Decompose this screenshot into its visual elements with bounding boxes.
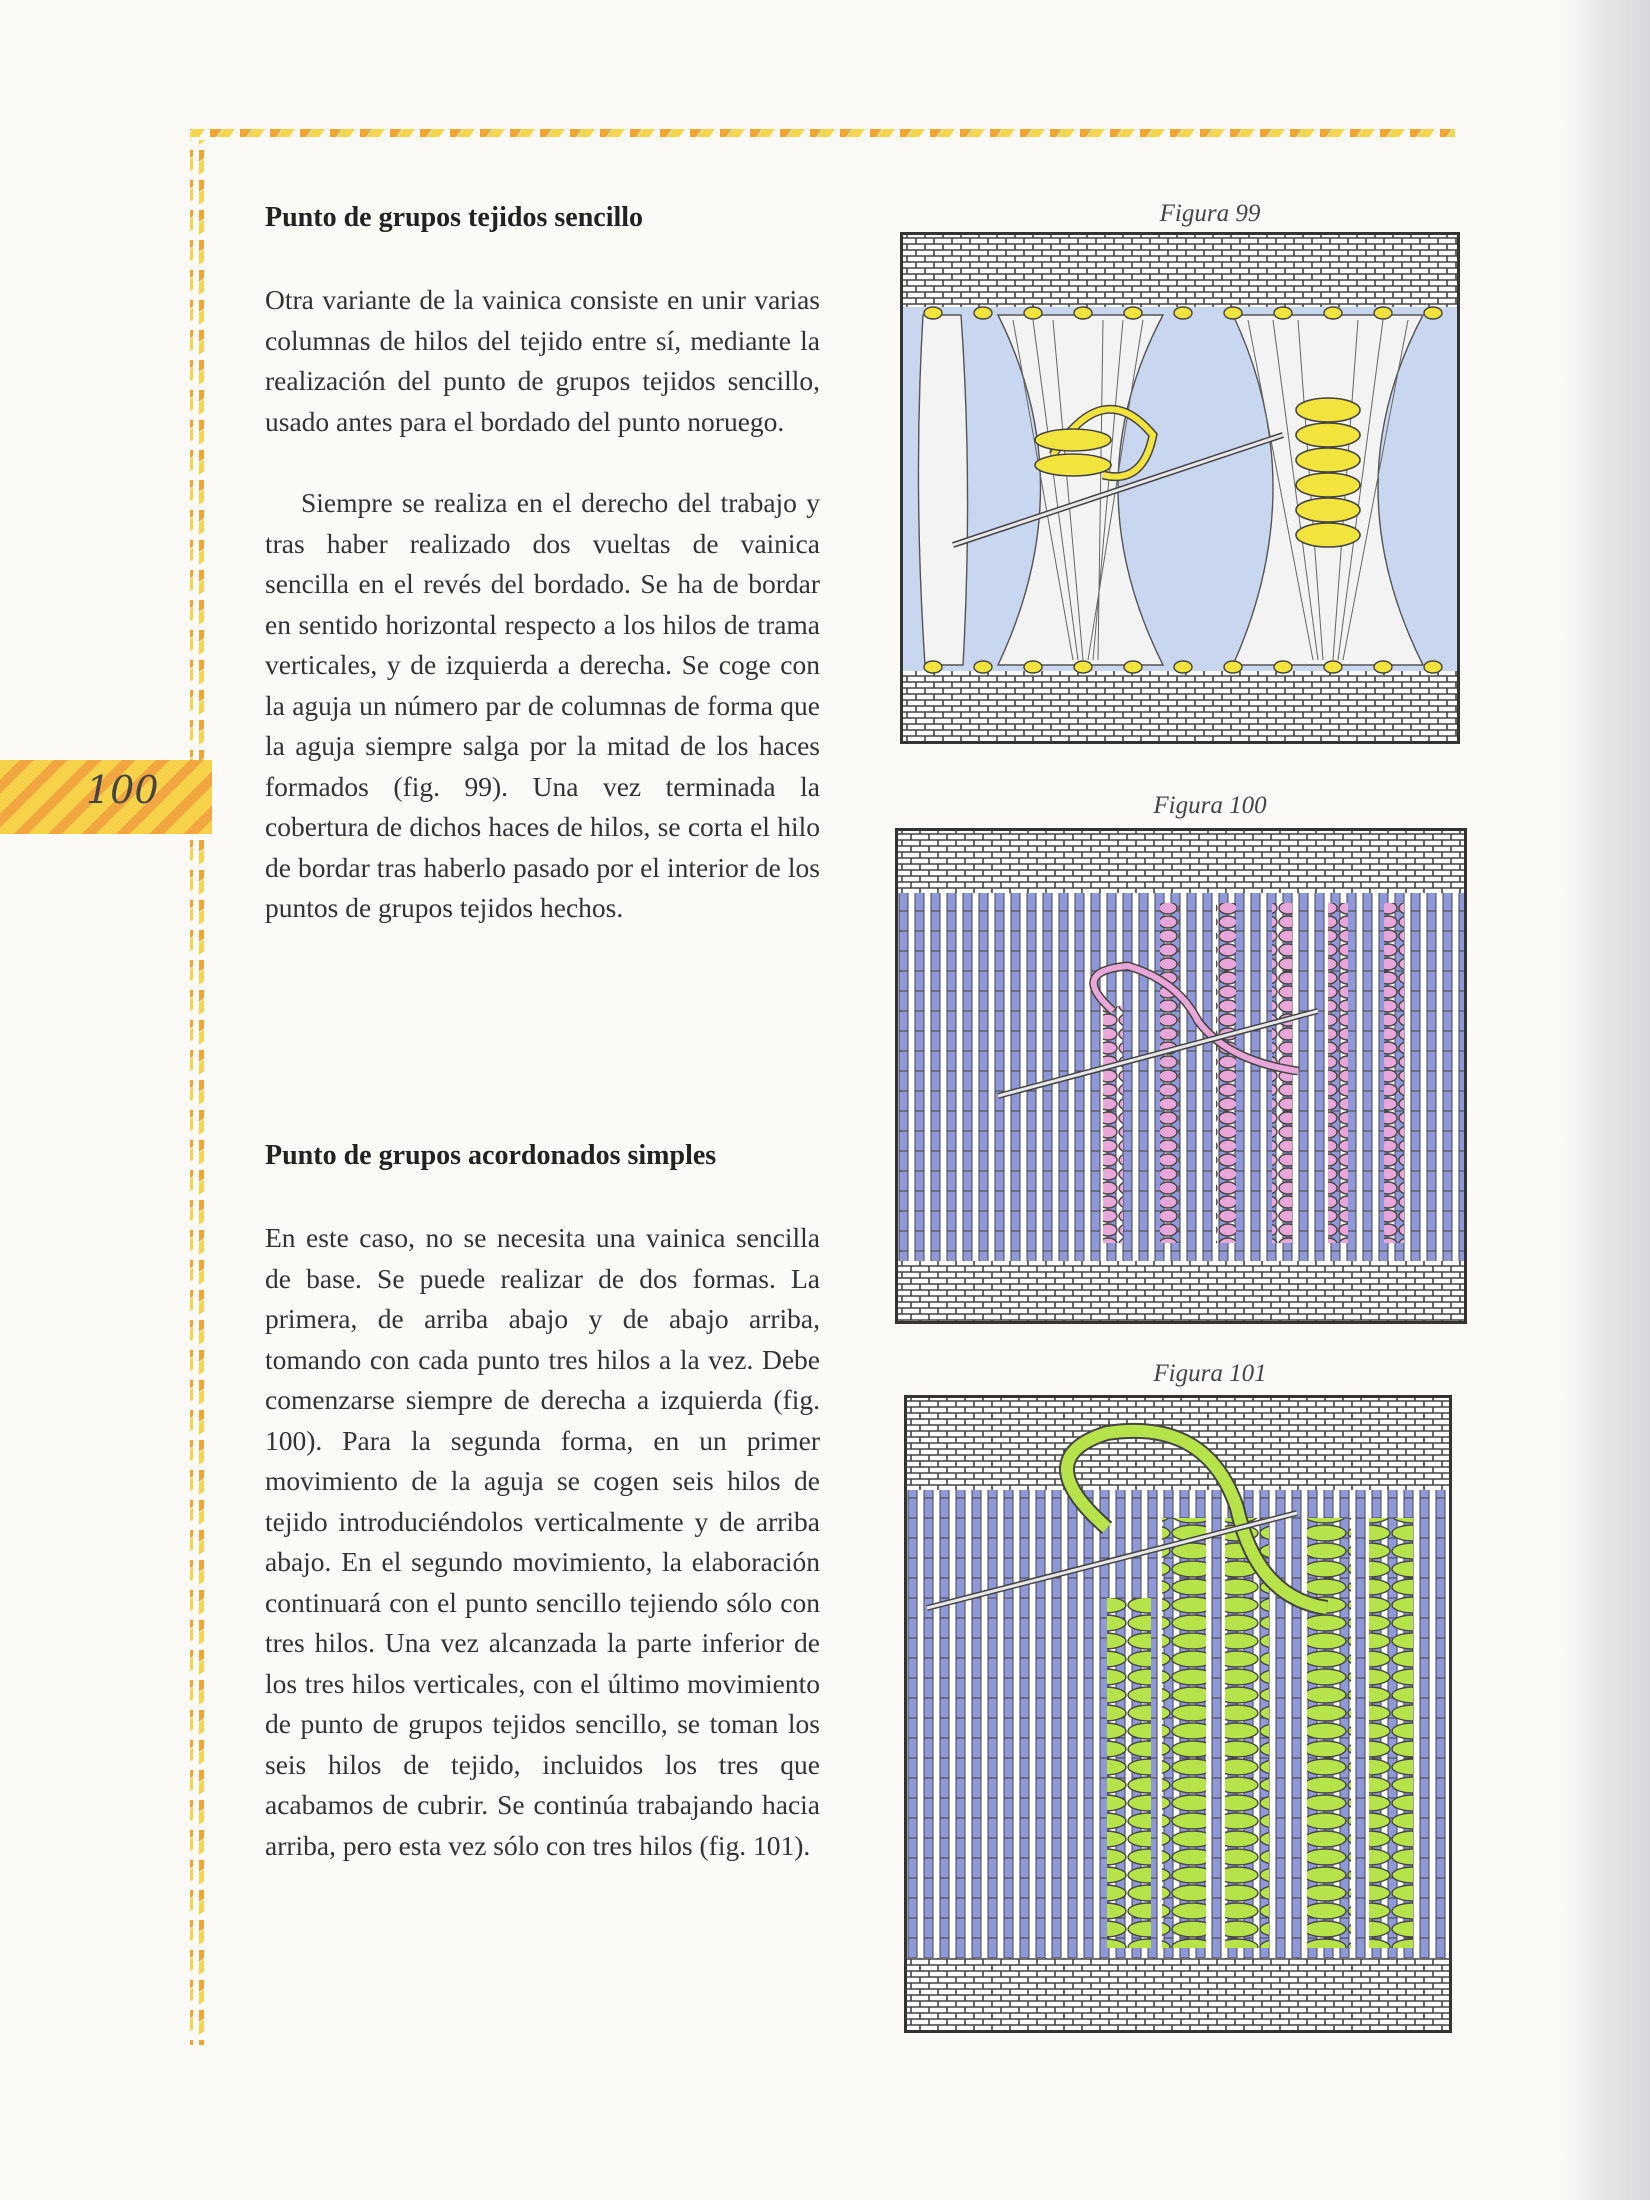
figure-99-illustration: [900, 232, 1460, 744]
page-edge-shadow: [1560, 0, 1650, 2200]
figure-caption: Figura 100: [1153, 792, 1267, 819]
figure-caption: Figura 99: [1159, 200, 1261, 227]
paragraph: Siempre se realiza en el derecho del trabajo y tras haber realizado dos vueltas de vainica sencilla en el revés del bordado. Se ha de bordar en sentido horizontal respecto a los hilos de trama verticales, y de izquierda a derecha. Se coge con la aguja un número par de columnas de forma que la aguja siempre salga por la mitad de los haces formados (fig. 99). Una vez terminada la cobertura de dichos haces de hilos, se corta el hilo de bordar tras haberlo pasado por el interior de los puntos de grupos tejidos hechos.: [265, 487, 820, 923]
figure-caption: Figura 101: [1153, 1360, 1267, 1387]
figure-100-illustration: [895, 828, 1467, 1324]
paragraph: Otra variante de la vainica consiste en unir varias columnas de hilos del tejido entre sí, mediante la realización del punto de grupos tejidos sencillo, usado antes para el bordado del punto noruego.: [265, 284, 820, 437]
page-number: 100: [86, 768, 159, 812]
figure-101-illustration: [904, 1395, 1452, 2033]
section-heading: Punto de grupos acordonados simples: [265, 1140, 717, 1171]
section-heading: Punto de grupos tejidos sencillo: [265, 202, 644, 233]
paragraph: En este caso, no se necesita una vainica sencilla de base. Se puede realizar de dos formas. La primera, de arriba abajo y de abajo arriba, tomando con cada punto tres hilos a la vez. Debe comenzarse siempre de derecha a izquierda (fig. 100). Para la segunda forma, en un primer movimiento de la aguja se cogen seis hilos de tejido introduciéndolos verticalmente y de arriba abajo. En el segundo movimiento, la elaboración continuará con el punto sencillo tejiendo sólo con tres hilos. Una vez alcanzada la parte inferior de los tres hilos verticales, con el último movimiento de punto de grupos tejidos sencillo, se toman los seis hilos de tejido, incluidos los tres que acabamos de cubrir. Se continúa trabajando hacia arriba, pero esta vez sólo con tres hilos (fig. 101).: [265, 1222, 820, 1861]
